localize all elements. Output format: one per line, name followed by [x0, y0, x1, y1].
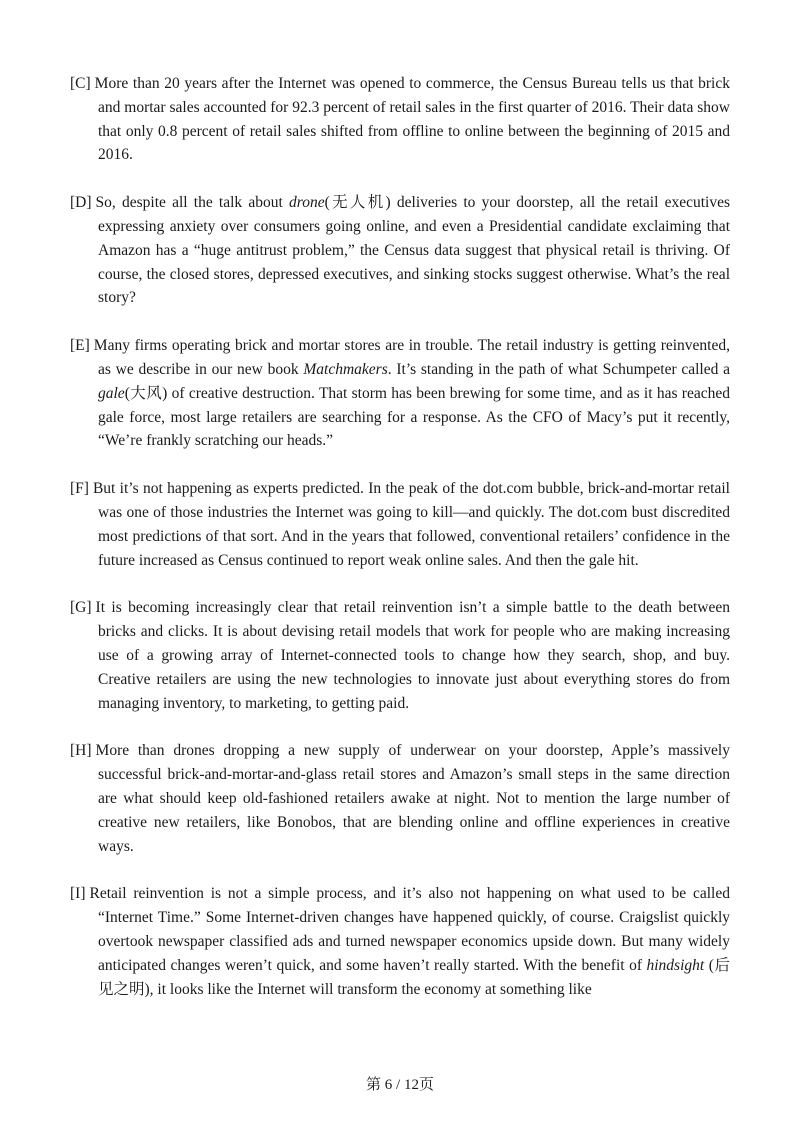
paragraph-label: [I] [70, 885, 86, 903]
paragraph-label: [E] [70, 337, 90, 355]
paragraph-text: But it’s not happening as experts predicted. In the peak of the dot.com bubble, brick-and-mortar retail was one of those industries the Internet was going to kill—and quickly. The dot.com bust discredited most predictions of that sort. And in the years that followed, conventional retailers’ confidence in the future increased as Census continued to report weak online sales. And then the gale hit. [92, 480, 730, 569]
paragraph-text: (无人机) deliveries to your doorstep, all the retail executives expressing anxiety over consumers going online, and even a Presidential candidate exclaiming that Amazon has a “huge antitrust problem,” the Census data suggest that physical retail is thriving. Of course, the closed stores, depressed executives, and sinking stocks suggest otherwise. What’s the real story? [98, 194, 730, 307]
paragraph-c [70, 72, 730, 167]
paragraph-label: [C] [70, 75, 91, 92]
italic-term: gale [98, 384, 125, 402]
paragraph-g [70, 596, 730, 715]
paragraph-text: . It’s standing in the path of what Schumpeter called a [387, 360, 730, 378]
paragraph-label: [D] [70, 194, 92, 212]
paragraph-d [70, 191, 730, 310]
paragraph-text: (后见之明), it looks like the Internet will transform the economy at something like [98, 956, 730, 998]
paragraph-label: [F] [70, 480, 89, 498]
paragraph-text: More than 20 years after the Internet was opened to commerce, the Census Bureau tells us that brick and mortar sales accounted for 92.3 percent of retail sales in the first quarter of 2016. Their data show that only 0.8 percent of retail sales shifted from offline to online between the beginning of 2015 and 2016. [94, 75, 730, 164]
document-body [70, 72, 730, 1025]
italic-term: Matchmakers [303, 360, 388, 378]
italic-term: hindsight [646, 956, 705, 974]
page-number: 第 6 / 12页 [366, 1077, 434, 1093]
italic-term: drone [289, 194, 325, 212]
paragraph-text: More than drones dropping a new supply of underwear on your doorstep, Apple’s massively successful brick-and-mortar-and-glass retail stores and Amazon’s small steps in the same direction are what should keep old-fashioned retailers awake at night. Not to mention the large number of creative new retailers, like Bonobos, that are blending online and offline experiences in creative ways. [95, 742, 730, 855]
paragraph-f [70, 477, 730, 572]
paragraph-text: (大风) of creative destruction. That storm has been brewing for some time, and as it has reached gale force, most large retailers are searching for a response. As the CFO of Macy’s put it recently, “We’re frankly scratching our heads.” [98, 384, 730, 450]
paragraph-text: Retail reinvention is not a simple process, and it’s also not happening on what used to be called “Internet Time.” Some Internet-driven changes have happened quickly, of course. Craigslist quickly overtook newspaper classified ads and turned newspaper economics upside down. But many widely anticipated changes weren’t quick, and some haven’t really started. With the benefit of [89, 885, 730, 974]
paragraph-text: So, despite all the talk about [95, 194, 289, 212]
paragraph-text: Many firms operating brick and mortar stores are in trouble. The retail industry is getting reinvented, as we describe in our new book [93, 337, 730, 378]
paragraph-label: [G] [70, 599, 92, 617]
paragraph-label: [H] [70, 742, 92, 760]
paragraph-i [70, 882, 730, 1001]
paragraph-text: It is becoming increasingly clear that retail reinvention isn’t a simple battle to the death between bricks and clicks. It is about devising retail models that work for people who are making increasing use of a growing array of Internet-connected tools to change how they search, shop, and buy. Creative retailers are using the new technologies to innovate just about everything stores do from managing inventory, to marketing, to getting paid. [95, 599, 730, 712]
paragraph-h [70, 739, 730, 858]
paragraph-e [70, 334, 730, 453]
